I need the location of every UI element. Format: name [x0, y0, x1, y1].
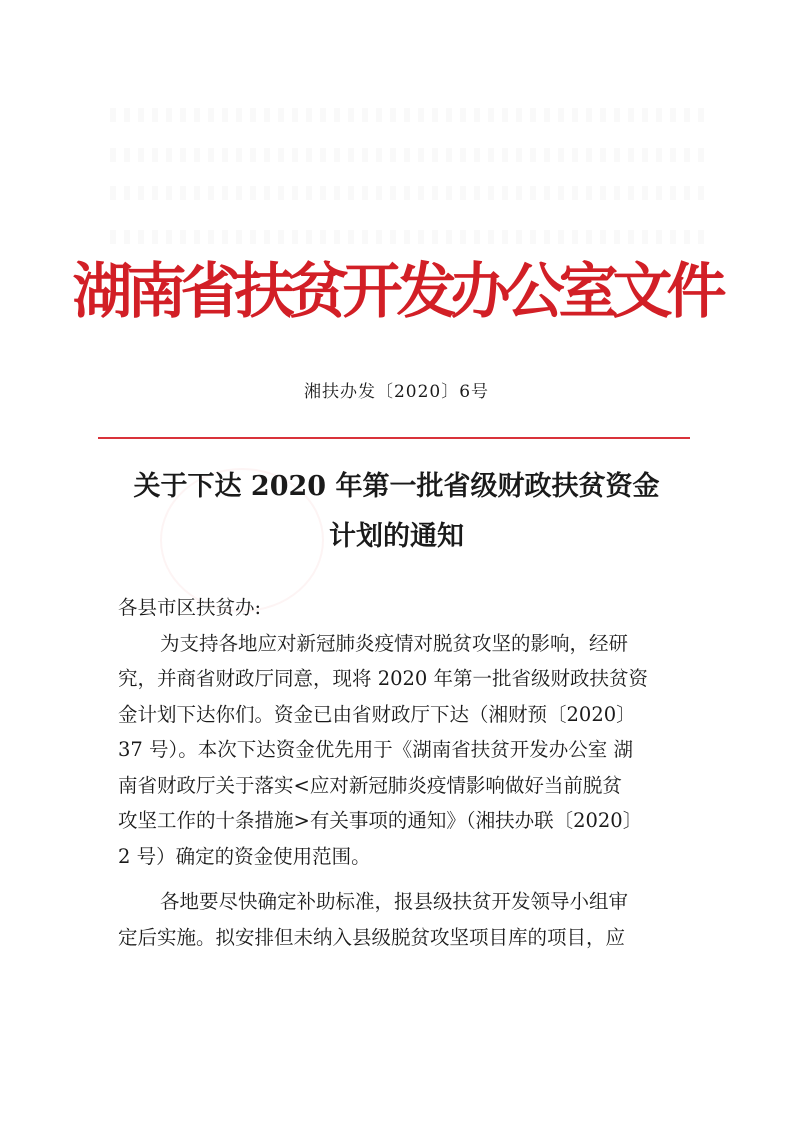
- paragraph-1-line: 2 号）确定的资金使用范围。: [118, 844, 371, 868]
- paragraph-1-line: 37 号）。本次下达资金优先用于《湖南省扶贫开发办公室 湖: [118, 738, 633, 761]
- notice-title: [95, 462, 698, 562]
- red-separator-line: [98, 437, 690, 439]
- salutation: 各县市区扶贫办:: [118, 596, 262, 619]
- paragraph-1-line: 金计划下达你们。资金已由省财政厅下达（湘财预〔2020〕: [118, 702, 636, 726]
- bleed-through-texture: [110, 186, 710, 200]
- notice-title-line-2: 计划的通知: [329, 521, 464, 552]
- document-number: 湘扶办发〔2020〕6号: [303, 382, 490, 402]
- paragraph-2-line: 定后实施。拟安排但未纳入县级脱贫攻坚项目库的项目，应: [118, 925, 626, 949]
- masthead-title: 湖南省扶贫开发办公室文件: [72, 257, 721, 327]
- paragraph-1-line: 究，并商省财政厅同意，现将 2020 年第一批省级财政扶贫资: [118, 667, 649, 690]
- bleed-through-texture: [110, 148, 710, 162]
- paragraph-1: [118, 626, 693, 875]
- notice-body: [118, 590, 693, 955]
- paragraph-1-line: 南省财政厅关于落实<应对新冠肺炎疫情影响做好当前脱贫: [118, 773, 622, 797]
- paragraph-2-line: 各地要尽快确定补助标准，报县级扶贫开发领导小组审: [160, 890, 629, 913]
- bleed-through-texture: [110, 108, 710, 122]
- paragraph-1-line: 为支持各地应对新冠肺炎疫情对脱贫攻坚的影响，经研: [160, 631, 629, 655]
- paragraph-2: [118, 884, 693, 955]
- notice-title-line-1: 关于下达 2020 年第一批省级财政扶贫资金: [133, 471, 660, 502]
- bleed-through-texture: [110, 230, 710, 244]
- paragraph-1-line: 攻坚工作的十条措施>有关事项的通知》（湘扶办联〔2020〕: [118, 809, 643, 832]
